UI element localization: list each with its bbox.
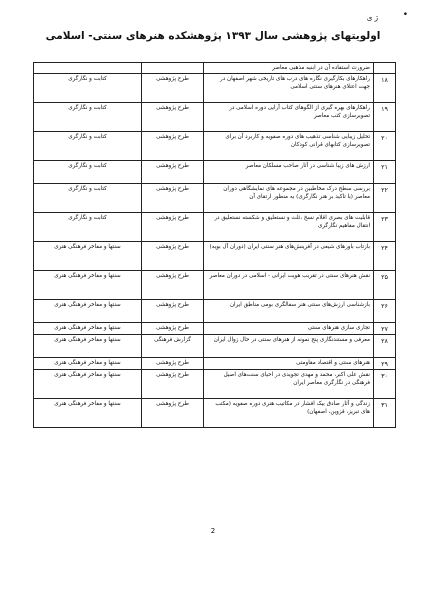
table-row (34, 74, 396, 103)
corner-mark: • (402, 10, 408, 20)
row-topic: راهکارهای بکارگیری نگاره های درب های تاریخی شهر اصفهان در جهت اعتلای هنرهای سنتی اسلامی (204, 74, 374, 103)
row-topic: بازشناسی ارزش‌های سنتی هنر سفالگری بومی مناطق ایران (204, 300, 374, 323)
row-number: ۳۱ (374, 399, 396, 428)
row-type: طرح پژوهشی (142, 184, 204, 213)
row-type: طرح پژوهشی (142, 300, 204, 323)
row-topic: نقش هنرهای سنتی در تقریب هویت ایرانی - اسلامی در دوران معاصر (204, 271, 374, 300)
table-row (34, 161, 396, 184)
row-topic: نقش علی اکبر، محمد و مهدی تجویدی در احیای سنت‌های اصیل فرهنگی در نگارگری معاصر ایران (204, 370, 374, 399)
row-topic: بررسی سطح درک مخاطبین در مجموعه های نمایشگاهی دوران معاصر (با تاکید بر هنر نگارگری) به منظور ارتقای آن (204, 184, 374, 213)
row-type: طرح پژوهشی (142, 242, 204, 271)
row-type: طرح پژوهشی (142, 74, 204, 103)
row-area: سنتها و مفاخر فرهنگی هنری (34, 242, 142, 271)
table-row (34, 358, 396, 370)
row-number: ۲۲ (374, 184, 396, 213)
row-type: طرح پژوهشی (142, 103, 204, 132)
table-row (34, 103, 396, 132)
row-area: کتابت و نگارگری (34, 213, 142, 242)
table-body (34, 63, 396, 428)
table-row (34, 399, 396, 428)
row-number: ۲۰ (374, 132, 396, 161)
row-number: ۲۸ (374, 335, 396, 358)
row-area (34, 63, 142, 74)
row-number (374, 63, 396, 74)
row-area: سنتها و مفاخر فرهنگی هنری (34, 271, 142, 300)
row-number: ۲۹ (374, 358, 396, 370)
row-number: ۱۸ (374, 74, 396, 103)
row-area: سنتها و مفاخر فرهنگی هنری (34, 370, 142, 399)
row-topic: بازتاب باورهای شیعی در آفرینش‌های هنر سنتی ایران (دوران آل بویه) (204, 242, 374, 271)
priorities-table (33, 62, 396, 428)
row-number: ۲۴ (374, 242, 396, 271)
row-topic: ضرورت استفاده آن در ابنیه مذهبی معاصر (204, 63, 374, 74)
row-number: ۲۵ (374, 271, 396, 300)
table-row (34, 132, 396, 161)
row-area: سنتها و مفاخر فرهنگی هنری (34, 358, 142, 370)
corner-mark-2: ژ ی (366, 14, 378, 22)
row-topic: زندگی و آثار صادق بیک افشار در مکاتیب هنری دوره صفویه (مکتب های تبریز، قزوین، اصفهان) (204, 399, 374, 428)
row-type: گزارش فرهنگی (142, 335, 204, 358)
row-type: طرح پژوهشی (142, 370, 204, 399)
table-row (34, 184, 396, 213)
row-type: طرح پژوهشی (142, 161, 204, 184)
row-type: طرح پژوهشی (142, 271, 204, 300)
row-type: طرح پژوهشی (142, 358, 204, 370)
row-number: ۲۳ (374, 213, 396, 242)
row-number: ۲۱ (374, 161, 396, 184)
page-title: اولویتهای پژوهشی سال ۱۳۹۳ پژوهشکده هنرهای سنتی- اسلامی (45, 30, 381, 42)
row-type: طرح پژوهشی (142, 399, 204, 428)
table-row (34, 323, 396, 335)
row-area: کتابت و نگارگری (34, 132, 142, 161)
row-number: ۲۷ (374, 323, 396, 335)
row-area: کتابت و نگارگری (34, 74, 142, 103)
row-type: طرح پژوهشی (142, 213, 204, 242)
row-area: سنتها و مفاخر فرهنگی هنری (34, 300, 142, 323)
table-row (34, 63, 396, 74)
row-topic: معرفی و مستندنگاری پنج نمونه از هنرهای سنتی در حال زوال ایران (204, 335, 374, 358)
row-area: سنتها و مفاخر فرهنگی هنری (34, 399, 142, 428)
row-area: سنتها و مفاخر فرهنگی هنری (34, 335, 142, 358)
row-area: سنتها و مفاخر فرهنگی هنری (34, 323, 142, 335)
row-number: ۳۰ (374, 370, 396, 399)
row-topic: تحلیل زیبایی شناسی تذهیب های دوره صفویه و کاربرد آن برای تصویرسازی کتابهای قرانی کودکان (204, 132, 374, 161)
row-type: طرح پژوهشی (142, 132, 204, 161)
row-area: کتابت و نگارگری (34, 161, 142, 184)
row-topic: هنرهای سنتی و اقتصاد مقاومتی (204, 358, 374, 370)
row-type: طرح پژوهشی (142, 323, 204, 335)
page-number: 2 (210, 527, 216, 535)
row-topic: قابلیت های بصری اقلام نسخ ،ثلث و نستعلیق و شکسته نستعلیق در انتقال مفاهیم نگارگری (204, 213, 374, 242)
row-number: ۲۶ (374, 300, 396, 323)
table-row (34, 300, 396, 323)
table-row (34, 213, 396, 242)
row-area: کتابت و نگارگری (34, 184, 142, 213)
table-row (34, 271, 396, 300)
table-row (34, 242, 396, 271)
row-topic: تجاری سازی هنرهای سنتی (204, 323, 374, 335)
row-area: کتابت و نگارگری (34, 103, 142, 132)
table-row (34, 335, 396, 358)
row-topic: راهکارهای بهره گیری از الگوهای کتاب آرایی دوره اسلامی در تصویرسازی کتب معاصر (204, 103, 374, 132)
row-type (142, 63, 204, 74)
row-topic: ارزش های زیبا شناسی در آثار صاحب مسلکان معاصر (204, 161, 374, 184)
table-row (34, 370, 396, 399)
row-number: ۱۹ (374, 103, 396, 132)
